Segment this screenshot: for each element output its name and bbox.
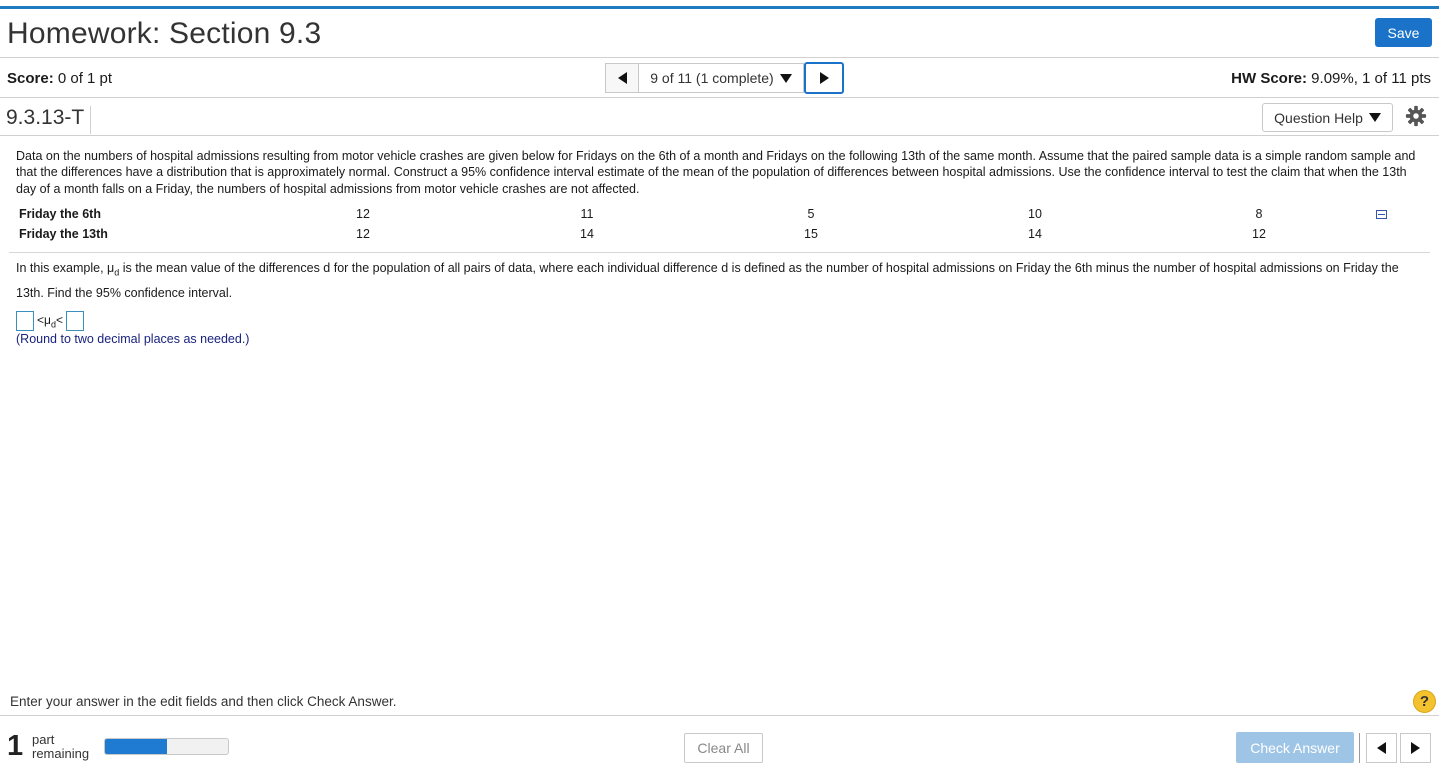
separator [1359,733,1360,763]
instruction-text: In this example, [16,261,108,275]
mu-subscript: d [50,319,56,330]
row-label: Friday the 13th [19,227,108,241]
parts-line2: remaining [32,746,90,761]
question-instructions [16,258,1416,304]
previous-part-button[interactable] [1366,733,1397,763]
score [7,70,112,87]
score-bar [0,58,1439,98]
hw-score-label: HW Score: [1231,70,1308,87]
row-label: Friday the 6th [19,207,101,221]
question-help-label: Question Help [1274,109,1363,126]
save-button[interactable]: Save [1375,18,1432,47]
previous-question-button[interactable] [605,63,639,93]
progress-fill [105,739,167,754]
question-navigator [605,63,844,93]
answer-row [16,311,84,331]
clear-all-button[interactable]: Clear All [684,733,763,763]
parts-remaining-label [32,733,89,761]
progress-bar [104,738,229,755]
table-row [16,205,1416,225]
score-label: Score: [7,70,54,87]
round-note: (Round to two decimal places as needed.) [16,332,250,346]
table-cell: 14 [1028,227,1042,241]
table-row [16,225,1416,245]
table-cell: 10 [1028,207,1042,221]
hw-score [1231,70,1431,87]
table-cell: 12 [356,227,370,241]
table-cell: 5 [807,207,815,221]
page-title: Homework: Section 9.3 [7,17,322,50]
parts-line1: part [32,732,55,747]
header [0,9,1439,58]
gear-icon[interactable] [1405,105,1427,127]
help-icon[interactable]: ? [1413,690,1436,713]
data-table [16,205,1416,245]
parts-remaining-count: 1 [7,730,24,762]
mu-subscript: d [114,267,120,278]
hw-score-value: 9.09%, 1 of 11 pts [1307,70,1431,87]
arrow-left-icon [1377,742,1386,754]
arrow-right-icon [820,72,829,84]
less-than-symbol: < [55,312,63,327]
table-cell: 15 [804,227,818,241]
table-cell: 12 [1252,227,1266,241]
mu-symbol: μ [107,261,115,275]
table-cell: 12 [356,207,370,221]
next-part-button[interactable] [1400,733,1431,763]
table-cell: 8 [1255,207,1263,221]
answer-expression [37,313,63,329]
question-help-button[interactable] [1262,103,1393,132]
upper-bound-input[interactable] [66,311,84,331]
check-answer-button[interactable]: Check Answer [1236,732,1354,763]
next-question-button[interactable] [804,62,844,94]
expand-table-icon[interactable] [1376,210,1387,219]
question-select[interactable] [639,63,804,93]
question-bar [0,98,1439,136]
question-select-label: 9 of 11 (1 complete) [650,70,774,86]
instruction-text: is the mean value of the differences d for the population of all pairs of data, where each individual difference d is defined as the number of hospital admissions on Friday the 6th minus the number of hospital admissions on Friday the 13th. Find the 95% confidence interval. [16,261,1399,300]
arrow-right-icon [1411,742,1420,754]
footer-instruction: Enter your answer in the edit fields and then click Check Answer. [10,694,397,709]
caret-down-icon [780,74,792,83]
footer-divider [0,715,1439,716]
lower-bound-input[interactable] [16,311,34,331]
question-id: 9.3.13-T [6,106,91,134]
divider [9,252,1430,253]
table-cell: 14 [580,227,594,241]
mu-symbol: μ [44,312,51,327]
question-prompt: Data on the numbers of hospital admissions resulting from motor vehicle crashes are given below for Fridays on the 6th of a month and Fridays on the following 13th of the same month. Assume that the paired sample data is a simple random sample and that the differences have a distribution that is approximately normal. Construct a 95% confidence interval estimate of the mean of the population of differences between hospital admissions. Use the confidence interval to test the claim that when the 13th day of a month falls on a Friday, the numbers of hospital admissions from motor vehicle crashes are not affected. [16,149,1416,196]
table-cell: 11 [580,207,594,221]
arrow-left-icon [618,72,627,84]
score-value: 0 of 1 pt [53,70,113,87]
caret-down-icon [1369,113,1381,122]
less-than-symbol: < [37,312,45,327]
